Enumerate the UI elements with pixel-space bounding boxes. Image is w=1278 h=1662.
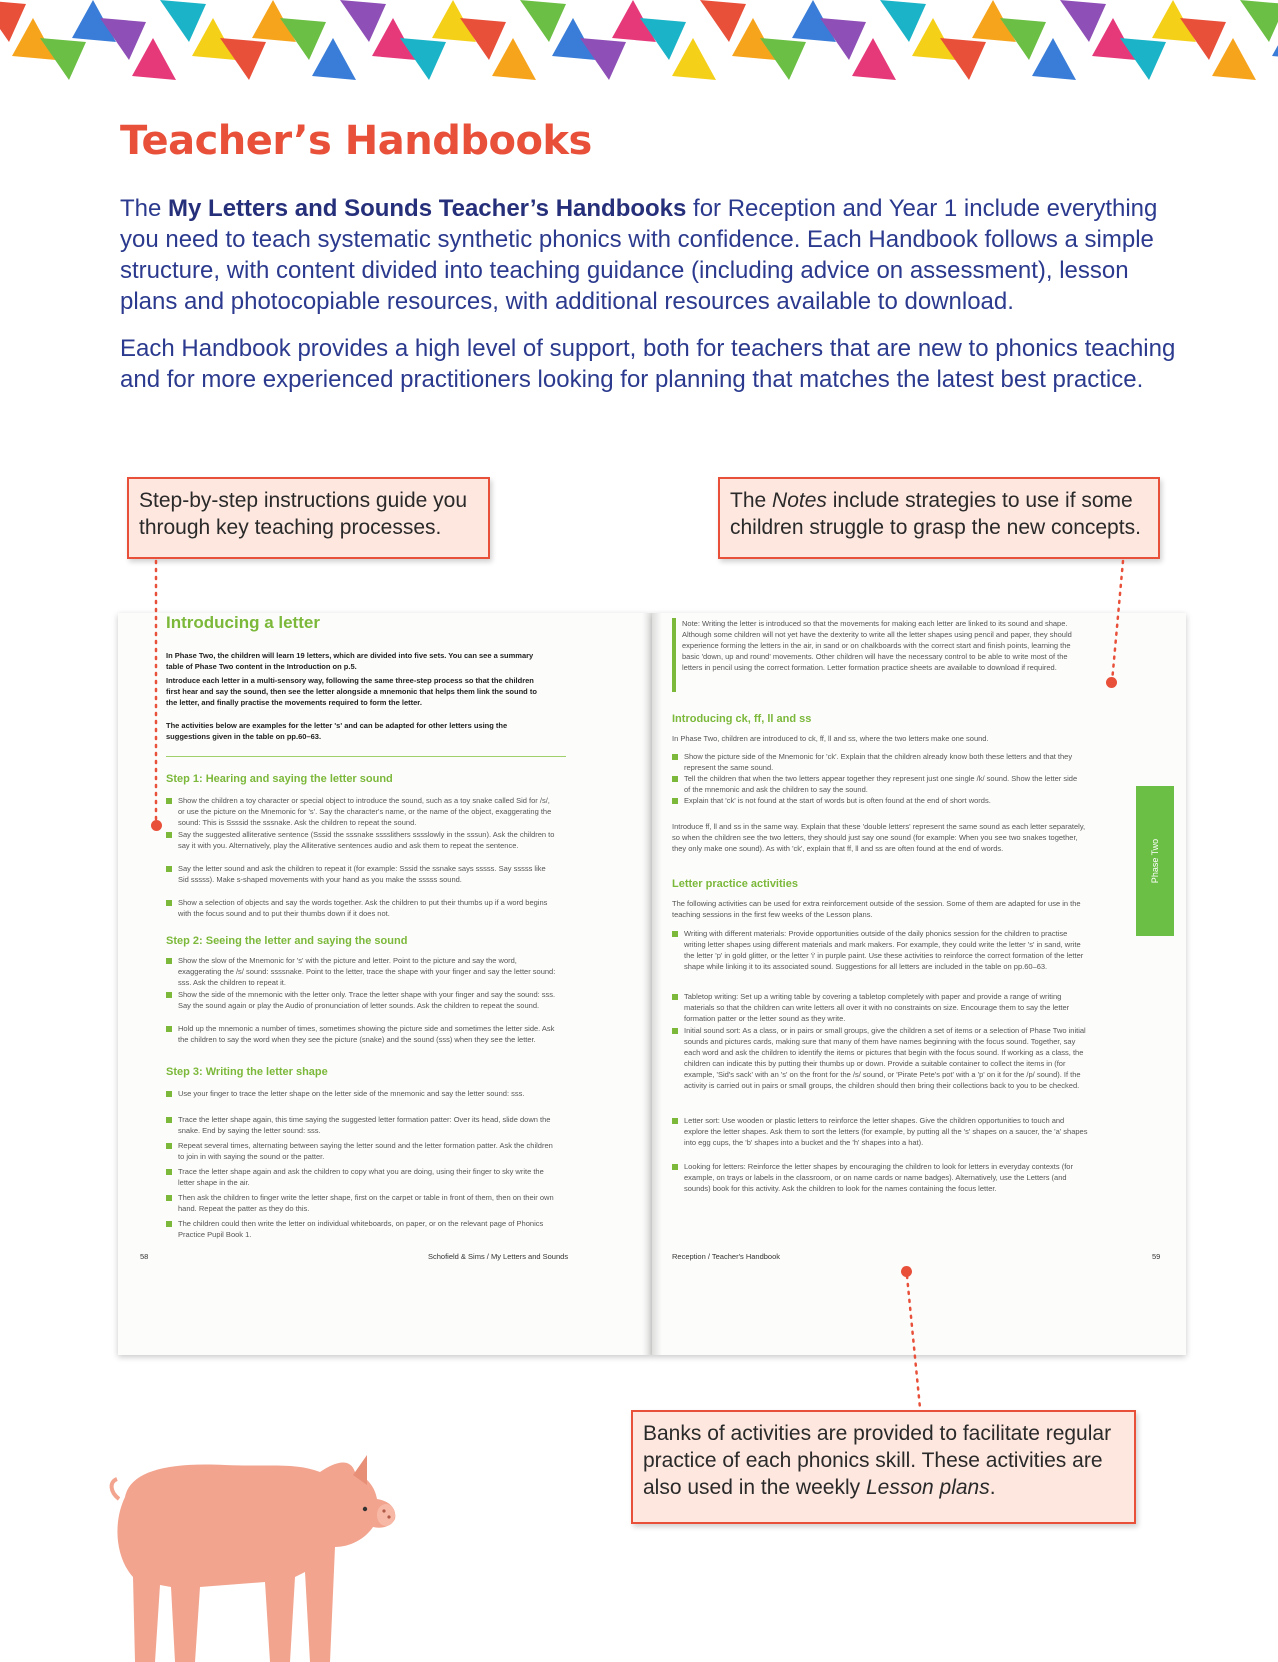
list-bullet: [672, 1028, 678, 1034]
callout-activities-suffix: .: [989, 1476, 996, 1499]
banner-triangle: [0, 0, 26, 42]
callout-notes-rest: include strategies to use if some children struggle to grasp the new concepts.: [730, 489, 1141, 539]
handbook-spread: [118, 613, 1186, 1355]
practice-heading: Letter practice activities: [672, 878, 798, 890]
practice-item: Tabletop writing: Set up a writing table by covering a tabletop completely with paper and provide a range of writing materials so that the children can write letters all over it with no constraints on size. Encourage them to say the letter formation patter or the letter sound as they write.: [684, 992, 1070, 1023]
list-bullet: [166, 798, 172, 804]
page-title: Teacher’s Handbooks: [120, 118, 592, 164]
callout-notes-italic: Notes: [772, 489, 827, 512]
list-item: The children could then write the letter on individual whiteboards, on paper, or on the relevant page of Phonics Practice Pupil Book 1.: [178, 1219, 544, 1239]
triangle-banner: [0, 0, 1278, 95]
banner-triangle: [312, 38, 356, 80]
divider: [166, 756, 566, 757]
list-item: Say the letter sound and ask the children to repeat it (for example: Sssid the ssnake says sssss. Say sssss like Sid sssss). Make s-shaped movements with your hand as you make the sssss sound.: [178, 864, 546, 884]
practice-item: Looking for letters: Reinforce the letter shapes by encouraging the children to look for letters in everyday contexts (for example, on trays or labels in the classroom, or on name cards or name badges). Alternatively, use the Letters (and sounds) book for this activity. Ask the children to look for the names containing the focus letter.: [684, 1162, 1073, 1193]
callout-activities-italic: Lesson plans: [865, 1476, 990, 1499]
list-item: Trace the letter shape again and ask the children to copy what you are doing, using their finger to sky write the letter shape in the air.: [178, 1167, 544, 1187]
book-spine: [642, 613, 662, 1355]
pig-illustration: [105, 1447, 425, 1662]
banner-triangle: [700, 0, 746, 42]
list-item: Show the side of the mnemonic with the letter only. Trace the letter shape with your finger and say the sound: sss. Say the sound again or play the Audio of pronunciation of letter sounds. Ask the children to repeat the sound.: [178, 990, 556, 1010]
list-item: Say the suggested alliterative sentence (Sssid the sssnake sssslithers sssslowly in the sssun). Ask the children to say it with you. Alternatively, play the Alliterative sentences audio and ask them to repeat the sentence.: [178, 830, 555, 850]
list-item: Repeat several times, alternating between saying the letter sound and the letter formation patter. Ask the children to join in with saying the sound or the patter.: [178, 1141, 553, 1161]
page-left-heading: Introducing a letter: [166, 613, 320, 632]
list-bullet: [166, 1026, 172, 1032]
callout-notes-prefix: The: [730, 489, 773, 512]
list-bullet: [672, 931, 678, 937]
banner-triangle: [672, 38, 716, 80]
page-number-right: 59: [1152, 1252, 1161, 1261]
list-bullet: [166, 900, 172, 906]
banner-triangle: [1240, 0, 1278, 42]
banner-triangle: [160, 0, 206, 42]
intro-1-bold: My Letters and Sounds Teacher’s Handbooks: [168, 195, 687, 222]
callout-step-by-step: Step-by-step instructions guide you through key teaching processes.: [127, 477, 490, 559]
list-bullet: [672, 994, 678, 1000]
ck-outro: Introduce ff, ll and ss in the same way. Explain that these 'double letters' represent the same sound as each letter separately, so when the children see the two letters, they should just say one sound (for example: When you see two snakes together, they only make one sound). As with 'ck', explain that ff, ll and ss are often found at the end of words.: [672, 822, 1086, 853]
list-item: Explain that 'ck' is not found at the start of words but is often found at the end of short words.: [684, 796, 991, 805]
list-bullet: [166, 832, 172, 838]
list-item: Trace the letter shape again, this time saying the suggested letter formation patter: Over its head, slide down the snake. End by saying the letter sound: sss.: [178, 1115, 551, 1135]
list-item: Use your finger to trace the letter shape on the letter side of the mnemonic and say the letter sound: sss.: [178, 1089, 525, 1098]
banner-triangle: [1212, 38, 1256, 80]
banner-triangle: [1032, 38, 1076, 80]
page-left-para-1: In Phase Two, the children will learn 19 letters, which are divided into five sets. You can see a summary table of Phase Two content in the Introduction on p.5.: [166, 651, 534, 671]
callout-activities-prefix: Banks of activities are provided to facilitate regular practice of each phonics skill. These activities are also used in the weekly: [643, 1422, 1112, 1499]
list-bullet: [672, 776, 678, 782]
list-bullet: [166, 1169, 172, 1175]
banner-triangle: [132, 38, 176, 80]
practice-item: Letter sort: Use wooden or plastic letters to reinforce the letter shapes. Give the children opportunities to touch and explore the letter shapes. Ask them to sort the letters (for example, by putting all the 's' shapes on a saucer, the 'a' shapes into egg cups, the 'b' shapes into a bucket and the 'h' shapes into a hat).: [684, 1116, 1088, 1147]
list-bullet: [166, 1117, 172, 1123]
banner-triangle: [1060, 0, 1106, 42]
step-2-heading: Step 2: Seeing the letter and saying the sound: [166, 935, 408, 947]
list-item: Show a selection of objects and say the words together. Ask the children to put their thumbs up if a word begins with the focus sound and to put their thumbs down if it does not.: [178, 898, 548, 918]
marker-dot-bottom: [901, 1266, 912, 1277]
list-item: Tell the children that when the two letters appear together they represent just one single /k/ sound. Show the letter side of the mnemonic and ask the children to say the sound.: [684, 774, 1078, 794]
marker-dot-right: [1106, 677, 1117, 688]
step-3-heading: Step 3: Writing the letter shape: [166, 1066, 328, 1078]
list-bullet: [672, 1118, 678, 1124]
note-text: Note: Writing the letter is introduced so that the movements for making each letter are linked to its sound and shape. Although some children will not yet have the dexterity to write all the letter shapes using pencil and paper, they should experience forming the letters in the air, in sand or on chalkboards with the correct start and finish points, learning the basic 'down, up and round' movements. Other children will have the necessary control to be able to write most of the letters in pencil using the correct formation. Letter formation practice sheets are available to download if required.: [682, 619, 1072, 672]
practice-item: Writing with different materials: Provide opportunities outside of the daily phonics session for the children to practise writing letter shapes using different materials and mark makers. For example, they could write the letter 's' in sand, write the letter 'p' in gold glitter, or the letter 'i' in purple paint. Use these activities to reinforce the correct formation of the letter shape while linking it to its associated sound. Suggestions for all letters are included in the table on pp.60–63.: [684, 929, 1084, 971]
callout-activities: [631, 1410, 1136, 1524]
list-item: Then ask the children to finger write the letter shape, first on the carpet or table in front of them, then on their own hand. Repeat the patter as they do this.: [178, 1193, 554, 1213]
callout-notes: [718, 477, 1160, 559]
list-bullet: [672, 1164, 678, 1170]
practice-item: Initial sound sort: As a class, or in pairs or small groups, give the children a set of items or a selection of Phase Two initial sounds and pictures cards, making sure that many of them have names beginning with the focus sound. Together, say each word and ask the children to identify the items or pictures that begin with the focus sound. If working as a class, the children can indicate this by putting their thumbs up or down. Provide a suitable container to collect the items in (for example, 'Sid's sack' with an 's' on the front for the /s/ sound, or 'Pirate Pete's pot' with a 'p' on it for the /p/ sound). If the activity is carried out in pairs or small groups, the children should then bring their collections back to you to be checked.: [684, 1026, 1086, 1090]
list-bullet: [166, 1143, 172, 1149]
list-bullet: [672, 798, 678, 804]
ck-intro: In Phase Two, children are introduced to ck, ff, ll and ss, where the two letters make one sound.: [672, 734, 989, 743]
page-number-left: 58: [140, 1252, 149, 1261]
list-bullet: [166, 1221, 172, 1227]
handbook-page-right: [652, 613, 1186, 1355]
phase-tab-label: Phase Two: [1150, 838, 1160, 884]
list-bullet: [166, 1091, 172, 1097]
list-bullet: [166, 866, 172, 872]
handbook-page-left: [118, 613, 652, 1355]
list-item: Show the picture side of the Mnemonic for 'ck'. Explain that the children already know both these letters and that they represent the same sound.: [684, 752, 1073, 772]
banner-triangle: [340, 0, 386, 42]
list-bullet: [672, 754, 678, 760]
page-footer-right: Reception / Teacher's Handbook: [672, 1252, 781, 1261]
note-bar: [672, 618, 676, 692]
banner-triangle: [852, 38, 896, 80]
intro-1-prefix: The: [120, 195, 169, 222]
page-footer-left: Schofield & Sims / My Letters and Sounds: [428, 1252, 569, 1261]
step-1-heading: Step 1: Hearing and saying the letter sound: [166, 773, 393, 785]
intro-paragraph-1: [120, 193, 1190, 317]
marker-dot-left: [151, 820, 162, 831]
banner-triangle: [880, 0, 926, 42]
phase-tab: [1136, 786, 1174, 936]
list-item: Hold up the mnemonic a number of times, sometimes showing the picture side and sometimes the letter side. Ask the children to say the word when they see the picture (snake) and the sound (sss) when they see the letter.: [178, 1024, 555, 1044]
list-item: Show the slow of the Mnemonic for 's' with the picture and letter. Point to the picture and say the word, exaggerating the /s/ sound: ssssnake. Point to the letter, trace the shape with your finger and say the letter sound: sss. Ask the children to repeat it.: [178, 956, 556, 987]
banner-triangle: [492, 38, 536, 80]
ck-heading: Introducing ck, ff, ll and ss: [672, 713, 812, 725]
page-left-para-3: The activities below are examples for the letter 's' and can be adapted for other letters using the suggestions given in the table on pp.60–63.: [166, 721, 508, 741]
intro-1-rest: for Reception and Year 1 include everything you need to teach systematic synthetic phonics with confidence. Each Handbook follows a simple structure, with content divided into teaching guidance (including advice on assessment), lesson plans and photocopiable resources, with additional resources available to download.: [120, 195, 1158, 315]
banner-triangle: [520, 0, 566, 42]
list-item: Show the children a toy character or special object to introduce the sound, such as a toy snake called Sid for /s/, or use the picture on the Mnemonic for 's'. Say the character's name, or the name of the object, exaggerating the sound: This is Ssssid the sssnake. Ask the children to repeat the sound.: [178, 796, 552, 827]
page-left-para-2: Introduce each letter in a multi-sensory way, following the same three-step process so that the children first hear and say the sound, then see the letter alongside a mnemonic that helps them link the sound to the letter, and finally practise the movements required to form the letter.: [166, 676, 537, 707]
intro-paragraph-2: Each Handbook provides a high level of support, both for teachers that are new to phonics teaching and for more experienced practitioners looking for planning that matches the latest best practice.: [120, 335, 1176, 393]
list-bullet: [166, 1195, 172, 1201]
list-bullet: [166, 992, 172, 998]
practice-intro: The following activities can be used for extra reinforcement outside of the session. Some of them are adapted for use in the teaching sessions in the first few weeks of the Lesson plans.: [672, 899, 1081, 919]
list-bullet: [166, 958, 172, 964]
